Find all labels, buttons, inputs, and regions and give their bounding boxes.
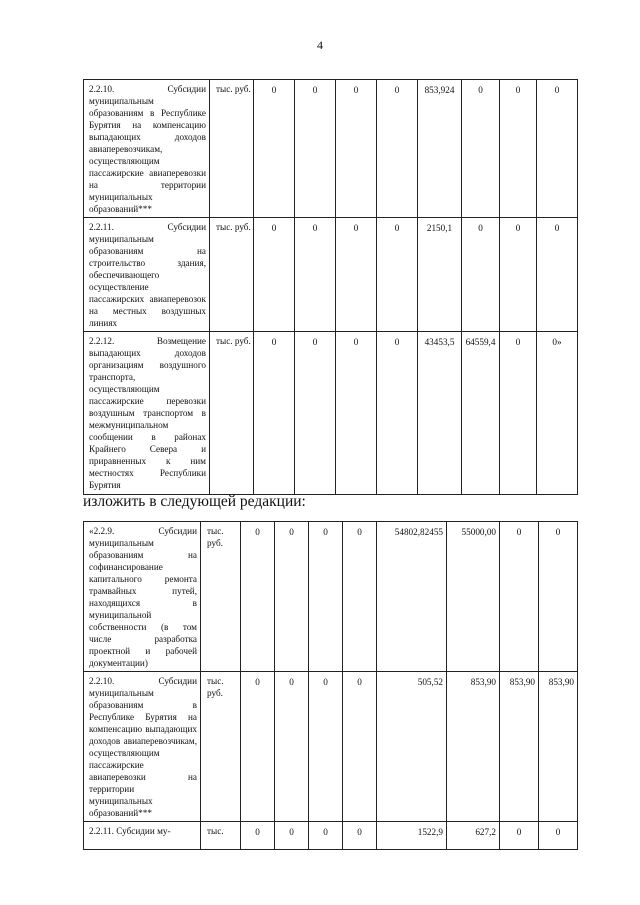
value-cell: 0	[336, 332, 377, 495]
table-row	[84, 672, 578, 822]
value-cell: 0	[275, 822, 309, 850]
value-cell: 0	[295, 80, 336, 218]
value-cell: 0	[500, 218, 537, 332]
row-description: 2.2.12. Возмещение выпадающих доходов организациям воздушного транспорта, осуществляющим пассажирские перевозки воздушным транспортом в межмуниципальном сообщении в районах Крайнего Севера и приравненных к ним местностях Республики Бурятия	[84, 332, 210, 495]
value-cell: 0	[254, 218, 295, 332]
row-description: 2.2.10. Субсидии муниципальным образованиям в Республике Бурятия на компенсацию выпадающих доходов авиаперевозчикам, осуществляющим пассажирские авиаперевозки на территории муниципальных образований***	[84, 80, 210, 218]
value-cell: 54802,82455	[377, 522, 447, 672]
row-unit: тыс. руб.	[210, 332, 254, 495]
value-cell: 0	[462, 218, 500, 332]
value-cell: 0	[500, 80, 537, 218]
value-cell: 0	[539, 822, 578, 850]
value-cell: 0»	[537, 332, 578, 495]
row-unit: тыс. руб.	[201, 522, 241, 672]
value-cell: 0	[275, 672, 309, 822]
table-row	[84, 332, 578, 495]
page-number: 4	[317, 38, 323, 52]
value-cell: 0	[343, 672, 377, 822]
value-cell: 853,90	[539, 672, 578, 822]
value-cell: 505,52	[377, 672, 447, 822]
value-cell: 0	[309, 672, 343, 822]
value-cell: 0	[309, 522, 343, 672]
value-cell: 55000,00	[447, 522, 500, 672]
value-cell: 0	[500, 522, 539, 672]
value-cell: 0	[343, 522, 377, 672]
value-cell: 0	[537, 218, 578, 332]
row-description: 2.2.11. Субсидии муниципальным образованиям на строительство здания, обеспечивающего осуществление пассажирских авиаперевозок на местных воздушных линиях	[84, 218, 210, 332]
value-cell: 0	[241, 522, 275, 672]
table-row	[84, 80, 578, 218]
table-row	[84, 522, 578, 672]
row-description: «2.2.9. Субсидии муниципальным образованиям на софинансирование капитального ремонта трамвайных путей, находящихся в муниципальной собственности (в том числе разработка проектной и рабочей документации)	[84, 522, 201, 672]
table-row	[84, 218, 578, 332]
value-cell: 0	[377, 80, 418, 218]
value-cell: 0	[241, 822, 275, 850]
value-cell: 0	[254, 332, 295, 495]
row-unit: тыс. руб.	[201, 672, 241, 822]
budget-table-new	[83, 521, 578, 850]
value-cell: 0	[539, 522, 578, 672]
row-description: 2.2.10. Субсидии муниципальным образованиям в Республике Бурятия на компенсацию выпадающих доходов авиаперевозчикам, осуществляющим пассажирские авиаперевозки на территории муниципальных образований***	[84, 672, 201, 822]
value-cell: 853,90	[500, 672, 539, 822]
value-cell: 853,924	[418, 80, 462, 218]
value-cell: 627,2	[447, 822, 500, 850]
value-cell: 853,90	[447, 672, 500, 822]
value-cell: 0	[241, 672, 275, 822]
row-description: 2.2.11. Субсидии му-	[84, 822, 201, 850]
row-unit: тыс. руб.	[210, 80, 254, 218]
value-cell: 0	[309, 822, 343, 850]
amendment-statement: изложить в следующей редакции:	[83, 493, 306, 510]
value-cell: 1522,9	[377, 822, 447, 850]
value-cell: 0	[500, 822, 539, 850]
value-cell: 0	[343, 822, 377, 850]
value-cell: 0	[295, 218, 336, 332]
value-cell: 0	[336, 80, 377, 218]
value-cell: 0	[254, 80, 295, 218]
value-cell: 0	[295, 332, 336, 495]
value-cell: 0	[377, 332, 418, 495]
value-cell: 0	[537, 80, 578, 218]
value-cell: 0	[336, 218, 377, 332]
value-cell: 0	[275, 522, 309, 672]
value-cell: 0	[500, 332, 537, 495]
value-cell: 0	[462, 80, 500, 218]
row-unit: тыс.	[201, 822, 241, 850]
value-cell: 64559,4	[462, 332, 500, 495]
table-row	[84, 822, 578, 850]
budget-table-old	[83, 79, 578, 495]
value-cell: 0	[377, 218, 418, 332]
value-cell: 43453,5	[418, 332, 462, 495]
value-cell: 2150,1	[418, 218, 462, 332]
row-unit: тыс. руб.	[210, 218, 254, 332]
